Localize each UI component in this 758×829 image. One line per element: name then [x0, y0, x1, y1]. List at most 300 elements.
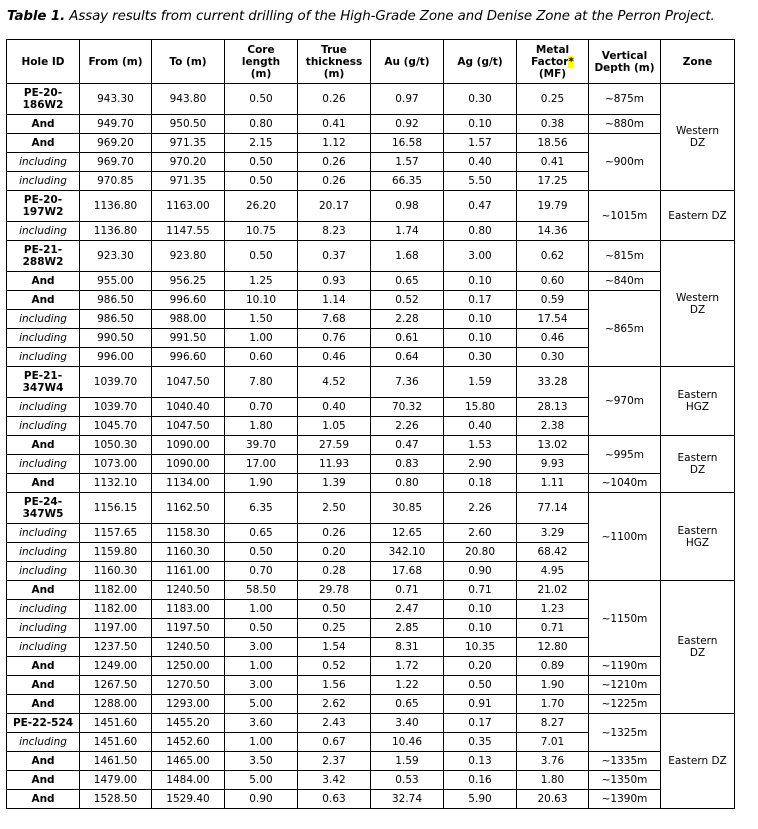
cell-mf: 1.11	[517, 474, 589, 493]
cell-hole-id: including	[7, 329, 80, 348]
cell-ag: 0.91	[444, 695, 517, 714]
cell-from: 1160.30	[80, 562, 152, 581]
cell-to: 970.20	[152, 153, 225, 172]
cell-true: 2.43	[298, 714, 371, 733]
cell-hole-id: including	[7, 638, 80, 657]
cell-mf: 1.80	[517, 771, 589, 790]
cell-hole-id: PE-20- 197W2	[7, 191, 80, 222]
cell-au: 0.64	[371, 348, 444, 367]
cell-to: 1452.60	[152, 733, 225, 752]
cell-hole-id: including	[7, 417, 80, 436]
cell-au: 16.58	[371, 134, 444, 153]
cell-au: 0.98	[371, 191, 444, 222]
cell-true: 3.42	[298, 771, 371, 790]
cell-true: 1.56	[298, 676, 371, 695]
cell-vertical-depth: ~840m	[589, 272, 661, 291]
cell-ag: 0.10	[444, 600, 517, 619]
cell-ag: 0.30	[444, 84, 517, 115]
cell-au: 10.46	[371, 733, 444, 752]
cell-hole-id: And	[7, 134, 80, 153]
cell-from: 1528.50	[80, 790, 152, 809]
cell-zone: Western DZ	[661, 84, 735, 191]
cell-hole-id: PE-21- 347W4	[7, 367, 80, 398]
cell-to: 1047.50	[152, 367, 225, 398]
table-row	[7, 291, 735, 310]
cell-au: 1.68	[371, 241, 444, 272]
cell-from: 955.00	[80, 272, 152, 291]
cell-vertical-depth: ~1210m	[589, 676, 661, 695]
cell-core: 0.50	[225, 543, 298, 562]
cell-mf: 21.02	[517, 581, 589, 600]
table-row	[7, 581, 735, 600]
cell-core: 5.00	[225, 771, 298, 790]
cell-ag: 0.16	[444, 771, 517, 790]
cell-au: 0.65	[371, 695, 444, 714]
cell-vertical-depth: ~970m	[589, 367, 661, 436]
cell-core: 3.00	[225, 638, 298, 657]
cell-from: 1132.10	[80, 474, 152, 493]
cell-zone: Eastern DZ	[661, 191, 735, 241]
cell-hole-id: including	[7, 619, 80, 638]
cell-core: 0.50	[225, 241, 298, 272]
cell-to: 956.25	[152, 272, 225, 291]
cell-true: 0.25	[298, 619, 371, 638]
table-row	[7, 695, 735, 714]
cell-mf: 0.71	[517, 619, 589, 638]
cell-core: 1.80	[225, 417, 298, 436]
cell-vertical-depth: ~1100m	[589, 493, 661, 581]
cell-from: 1157.65	[80, 524, 152, 543]
cell-core: 3.50	[225, 752, 298, 771]
cell-true: 0.76	[298, 329, 371, 348]
cell-vertical-depth: ~1040m	[589, 474, 661, 493]
cell-true: 2.50	[298, 493, 371, 524]
cell-from: 1461.50	[80, 752, 152, 771]
cell-true: 0.67	[298, 733, 371, 752]
cell-to: 1484.00	[152, 771, 225, 790]
cell-vertical-depth: ~865m	[589, 291, 661, 367]
cell-au: 12.65	[371, 524, 444, 543]
cell-core: 10.10	[225, 291, 298, 310]
cell-to: 991.50	[152, 329, 225, 348]
cell-mf: 20.63	[517, 790, 589, 809]
cell-mf: 1.90	[517, 676, 589, 695]
cell-from: 1197.00	[80, 619, 152, 638]
cell-mf: 17.25	[517, 172, 589, 191]
cell-au: 70.32	[371, 398, 444, 417]
cell-au: 0.83	[371, 455, 444, 474]
table-row	[7, 84, 735, 115]
cell-au: 1.72	[371, 657, 444, 676]
header-from: From (m)	[80, 40, 152, 84]
cell-from: 969.20	[80, 134, 152, 153]
cell-to: 1047.50	[152, 417, 225, 436]
cell-core: 0.80	[225, 115, 298, 134]
cell-from: 923.30	[80, 241, 152, 272]
cell-au: 0.53	[371, 771, 444, 790]
cell-to: 971.35	[152, 134, 225, 153]
cell-true: 1.54	[298, 638, 371, 657]
cell-mf: 33.28	[517, 367, 589, 398]
cell-ag: 0.10	[444, 272, 517, 291]
cell-from: 986.50	[80, 291, 152, 310]
table-row	[7, 714, 735, 733]
cell-core: 0.50	[225, 619, 298, 638]
cell-au: 2.85	[371, 619, 444, 638]
cell-au: 0.97	[371, 84, 444, 115]
cell-vertical-depth: ~1190m	[589, 657, 661, 676]
cell-vertical-depth: ~1390m	[589, 790, 661, 809]
cell-to: 1090.00	[152, 455, 225, 474]
cell-from: 969.70	[80, 153, 152, 172]
table-row	[7, 474, 735, 493]
cell-ag: 10.35	[444, 638, 517, 657]
cell-au: 7.36	[371, 367, 444, 398]
cell-core: 1.50	[225, 310, 298, 329]
cell-mf: 0.89	[517, 657, 589, 676]
cell-ag: 1.57	[444, 134, 517, 153]
cell-mf: 2.38	[517, 417, 589, 436]
cell-hole-id: And	[7, 474, 80, 493]
cell-ag: 0.35	[444, 733, 517, 752]
cell-ag: 2.90	[444, 455, 517, 474]
cell-core: 1.00	[225, 657, 298, 676]
cell-hole-id: including	[7, 455, 80, 474]
cell-true: 4.52	[298, 367, 371, 398]
cell-zone: Eastern DZ	[661, 436, 735, 493]
cell-to: 1147.55	[152, 222, 225, 241]
cell-ag: 0.10	[444, 115, 517, 134]
cell-true: 2.62	[298, 695, 371, 714]
cell-from: 1039.70	[80, 398, 152, 417]
cell-hole-id: including	[7, 172, 80, 191]
cell-to: 996.60	[152, 348, 225, 367]
cell-core: 0.50	[225, 84, 298, 115]
cell-vertical-depth: ~1350m	[589, 771, 661, 790]
header-to: To (m)	[152, 40, 225, 84]
cell-true: 1.12	[298, 134, 371, 153]
cell-to: 1529.40	[152, 790, 225, 809]
cell-to: 1270.50	[152, 676, 225, 695]
cell-ag: 5.90	[444, 790, 517, 809]
cell-true: 20.17	[298, 191, 371, 222]
cell-au: 30.85	[371, 493, 444, 524]
cell-mf: 77.14	[517, 493, 589, 524]
table-row	[7, 272, 735, 291]
cell-ag: 0.71	[444, 581, 517, 600]
cell-vertical-depth: ~1325m	[589, 714, 661, 752]
cell-true: 0.63	[298, 790, 371, 809]
cell-hole-id: PE-24- 347W5	[7, 493, 80, 524]
cell-mf: 0.25	[517, 84, 589, 115]
cell-hole-id: including	[7, 348, 80, 367]
cell-core: 1.00	[225, 329, 298, 348]
cell-core: 0.65	[225, 524, 298, 543]
cell-from: 1182.00	[80, 581, 152, 600]
cell-from: 1182.00	[80, 600, 152, 619]
cell-to: 923.80	[152, 241, 225, 272]
cell-to: 1183.00	[152, 600, 225, 619]
cell-true: 11.93	[298, 455, 371, 474]
cell-au: 8.31	[371, 638, 444, 657]
cell-hole-id: including	[7, 600, 80, 619]
cell-hole-id: And	[7, 115, 80, 134]
cell-ag: 2.60	[444, 524, 517, 543]
cell-vertical-depth: ~1150m	[589, 581, 661, 657]
table-row	[7, 436, 735, 455]
cell-to: 1090.00	[152, 436, 225, 455]
cell-core: 1.25	[225, 272, 298, 291]
cell-true: 0.50	[298, 600, 371, 619]
header-vertical-depth: Vertical Depth (m)	[589, 40, 661, 84]
cell-true: 0.26	[298, 84, 371, 115]
cell-mf: 68.42	[517, 543, 589, 562]
cell-zone: Eastern HGZ	[661, 493, 735, 581]
cell-ag: 0.50	[444, 676, 517, 695]
cell-ag: 0.40	[444, 153, 517, 172]
cell-true: 2.37	[298, 752, 371, 771]
cell-true: 7.68	[298, 310, 371, 329]
cell-core: 58.50	[225, 581, 298, 600]
cell-au: 342.10	[371, 543, 444, 562]
cell-from: 1050.30	[80, 436, 152, 455]
cell-ag: 2.26	[444, 493, 517, 524]
cell-from: 1451.60	[80, 714, 152, 733]
cell-from: 1451.60	[80, 733, 152, 752]
cell-true: 0.93	[298, 272, 371, 291]
cell-mf: 8.27	[517, 714, 589, 733]
cell-mf: 18.56	[517, 134, 589, 153]
cell-true: 0.46	[298, 348, 371, 367]
cell-au: 0.47	[371, 436, 444, 455]
cell-ag: 0.80	[444, 222, 517, 241]
cell-hole-id: including	[7, 153, 80, 172]
cell-true: 0.52	[298, 657, 371, 676]
cell-true: 27.59	[298, 436, 371, 455]
cell-mf: 3.29	[517, 524, 589, 543]
cell-mf: 1.70	[517, 695, 589, 714]
cell-au: 2.26	[371, 417, 444, 436]
cell-to: 1293.00	[152, 695, 225, 714]
cell-from: 1288.00	[80, 695, 152, 714]
cell-true: 0.26	[298, 153, 371, 172]
cell-mf: 9.93	[517, 455, 589, 474]
cell-au: 0.61	[371, 329, 444, 348]
cell-to: 1158.30	[152, 524, 225, 543]
cell-core: 0.50	[225, 153, 298, 172]
cell-mf: 0.46	[517, 329, 589, 348]
cell-core: 0.70	[225, 562, 298, 581]
cell-core: 1.00	[225, 600, 298, 619]
cell-from: 986.50	[80, 310, 152, 329]
cell-au: 0.80	[371, 474, 444, 493]
cell-zone: Western DZ	[661, 241, 735, 367]
cell-from: 1136.80	[80, 222, 152, 241]
caption-text: Assay results from current drilling of the High-Grade Zone and Denise Zone at the Perron Project.	[65, 9, 715, 24]
cell-hole-id: And	[7, 272, 80, 291]
cell-hole-id: including	[7, 398, 80, 417]
cell-true: 8.23	[298, 222, 371, 241]
cell-core: 3.60	[225, 714, 298, 733]
cell-ag: 1.53	[444, 436, 517, 455]
cell-au: 1.74	[371, 222, 444, 241]
cell-mf: 1.23	[517, 600, 589, 619]
cell-true: 0.37	[298, 241, 371, 272]
cell-to: 971.35	[152, 172, 225, 191]
table-row	[7, 191, 735, 222]
cell-vertical-depth: ~1225m	[589, 695, 661, 714]
cell-mf: 4.95	[517, 562, 589, 581]
cell-au: 1.59	[371, 752, 444, 771]
cell-hole-id: including	[7, 543, 80, 562]
cell-au: 0.71	[371, 581, 444, 600]
cell-true: 0.28	[298, 562, 371, 581]
cell-hole-id: And	[7, 752, 80, 771]
cell-core: 7.80	[225, 367, 298, 398]
cell-to: 1197.50	[152, 619, 225, 638]
cell-core: 0.90	[225, 790, 298, 809]
cell-from: 1045.70	[80, 417, 152, 436]
header-ag: Ag (g/t)	[444, 40, 517, 84]
cell-ag: 5.50	[444, 172, 517, 191]
cell-hole-id: And	[7, 771, 80, 790]
cell-au: 32.74	[371, 790, 444, 809]
cell-vertical-depth: ~815m	[589, 241, 661, 272]
cell-to: 1163.00	[152, 191, 225, 222]
cell-ag: 0.17	[444, 291, 517, 310]
footnote-marker: *	[568, 55, 574, 68]
cell-true: 0.41	[298, 115, 371, 134]
cell-from: 1159.80	[80, 543, 152, 562]
table-row	[7, 752, 735, 771]
cell-hole-id: PE-20- 186W2	[7, 84, 80, 115]
cell-core: 1.00	[225, 733, 298, 752]
cell-ag: 0.18	[444, 474, 517, 493]
table-row	[7, 134, 735, 153]
table-row	[7, 657, 735, 676]
table-row	[7, 241, 735, 272]
header-metal-factor: Metal Factor* (MF)	[517, 40, 589, 84]
header-row	[7, 40, 735, 84]
cell-hole-id: And	[7, 676, 80, 695]
cell-from: 943.30	[80, 84, 152, 115]
assay-results-table	[6, 39, 735, 809]
cell-from: 949.70	[80, 115, 152, 134]
cell-hole-id: And	[7, 581, 80, 600]
cell-zone: Eastern DZ	[661, 581, 735, 714]
cell-from: 1156.15	[80, 493, 152, 524]
cell-mf: 3.76	[517, 752, 589, 771]
cell-hole-id: including	[7, 562, 80, 581]
cell-from: 1073.00	[80, 455, 152, 474]
table-row	[7, 493, 735, 524]
cell-mf: 0.59	[517, 291, 589, 310]
cell-ag: 0.20	[444, 657, 517, 676]
cell-to: 1250.00	[152, 657, 225, 676]
cell-au: 0.65	[371, 272, 444, 291]
table-row	[7, 115, 735, 134]
cell-true: 1.05	[298, 417, 371, 436]
cell-mf: 14.36	[517, 222, 589, 241]
cell-hole-id: PE-21- 288W2	[7, 241, 80, 272]
cell-from: 1237.50	[80, 638, 152, 657]
cell-ag: 0.30	[444, 348, 517, 367]
header-zone: Zone	[661, 40, 735, 84]
cell-core: 0.60	[225, 348, 298, 367]
header-core-length: Core length (m)	[225, 40, 298, 84]
cell-vertical-depth: ~995m	[589, 436, 661, 474]
cell-core: 5.00	[225, 695, 298, 714]
cell-true: 29.78	[298, 581, 371, 600]
cell-ag: 0.10	[444, 310, 517, 329]
cell-au: 17.68	[371, 562, 444, 581]
table-row	[7, 367, 735, 398]
cell-mf: 7.01	[517, 733, 589, 752]
cell-core: 6.35	[225, 493, 298, 524]
cell-core: 39.70	[225, 436, 298, 455]
cell-from: 990.50	[80, 329, 152, 348]
cell-ag: 20.80	[444, 543, 517, 562]
cell-to: 1040.40	[152, 398, 225, 417]
cell-core: 3.00	[225, 676, 298, 695]
cell-to: 1161.00	[152, 562, 225, 581]
cell-from: 1249.00	[80, 657, 152, 676]
cell-hole-id: And	[7, 657, 80, 676]
cell-ag: 1.59	[444, 367, 517, 398]
table-row	[7, 790, 735, 809]
cell-from: 996.00	[80, 348, 152, 367]
cell-au: 1.57	[371, 153, 444, 172]
cell-core: 0.70	[225, 398, 298, 417]
cell-from: 1479.00	[80, 771, 152, 790]
cell-to: 1160.30	[152, 543, 225, 562]
cell-core: 0.50	[225, 172, 298, 191]
cell-vertical-depth: ~900m	[589, 134, 661, 191]
cell-au: 2.28	[371, 310, 444, 329]
cell-mf: 0.41	[517, 153, 589, 172]
table-caption	[7, 9, 715, 24]
cell-to: 1240.50	[152, 638, 225, 657]
cell-vertical-depth: ~1335m	[589, 752, 661, 771]
cell-au: 2.47	[371, 600, 444, 619]
cell-to: 1455.20	[152, 714, 225, 733]
cell-ag: 3.00	[444, 241, 517, 272]
cell-to: 1465.00	[152, 752, 225, 771]
cell-core: 17.00	[225, 455, 298, 474]
cell-ag: 0.10	[444, 329, 517, 348]
cell-core: 2.15	[225, 134, 298, 153]
cell-hole-id: including	[7, 524, 80, 543]
cell-from: 1267.50	[80, 676, 152, 695]
caption-lead: Table 1.	[7, 9, 66, 24]
cell-ag: 0.47	[444, 191, 517, 222]
cell-au: 1.22	[371, 676, 444, 695]
cell-mf: 13.02	[517, 436, 589, 455]
header-true-thickness: True thickness (m)	[298, 40, 371, 84]
cell-to: 943.80	[152, 84, 225, 115]
cell-true: 1.14	[298, 291, 371, 310]
cell-zone: Eastern HGZ	[661, 367, 735, 436]
cell-zone: Eastern DZ	[661, 714, 735, 809]
cell-vertical-depth: ~880m	[589, 115, 661, 134]
cell-vertical-depth: ~875m	[589, 84, 661, 115]
header-hole-id: Hole ID	[7, 40, 80, 84]
cell-true: 1.39	[298, 474, 371, 493]
cell-ag: 0.40	[444, 417, 517, 436]
cell-mf: 0.60	[517, 272, 589, 291]
table-row	[7, 676, 735, 695]
cell-au: 0.92	[371, 115, 444, 134]
